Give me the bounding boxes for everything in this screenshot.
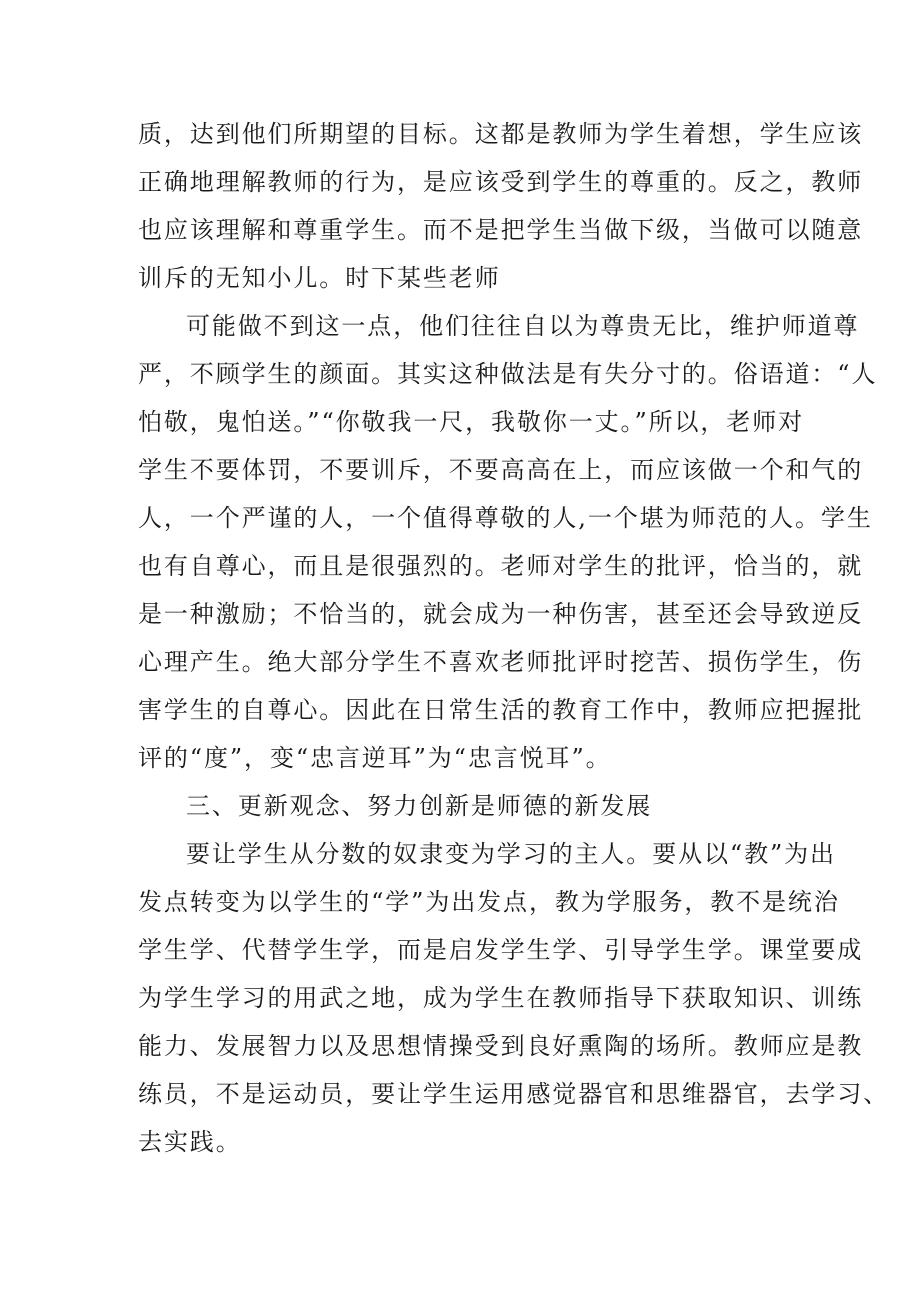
text-line: 心理产生。绝大部分学生不喜欢老师批评时挖苦、损伤学生，伤 [138, 648, 864, 676]
text-line: 练员，不是运动员，要让学生运用感觉器官和思维器官，去学习、 [138, 1080, 890, 1108]
text-line: 要让学生从分数的奴隶变为学习的主人。要从以“教”为出 [186, 840, 836, 868]
text-line: 怕敬，鬼怕送。”“你敬我一尺，我敬你一丈。”所以，老师对 [138, 408, 805, 436]
text-line: 发点转变为以学生的“学”为出发点，教为学服务，教不是统治 [138, 888, 840, 916]
text-line: 学生学、代替学生学，而是启发学生学、引导学生学。课堂要成 [138, 936, 864, 964]
text-line: 正确地理解教师的行为，是应该受到学生的尊重的。反之，教师 [138, 168, 864, 196]
text-line: 训斥的无知小儿。时下某些老师 [138, 264, 501, 292]
text-line: 质，达到他们所期望的目标。这都是教师为学生着想，学生应该 [138, 120, 864, 148]
text-line: 评的“度”，变“忠言逆耳”为“忠言悦耳”。 [138, 744, 612, 772]
text-line: 害学生的自尊心。因此在日常生活的教育工作中，教师应把握批 [138, 696, 864, 724]
text-line: 严，不顾学生的颜面。其实这种做法是有失分寸的。俗语道：“人 [138, 360, 878, 388]
text-line: 学生不要体罚，不要训斥，不要高高在上，而应该做一个和气的 [138, 456, 864, 484]
text-line: 人，一个严谨的人，一个值得尊敬的人,一个堪为师范的人。学生 [138, 504, 873, 532]
text-line: 也应该理解和尊重学生。而不是把学生当做下级，当做可以随意 [138, 216, 864, 244]
section-heading: 三、更新观念、努力创新是师德的新发展 [186, 792, 653, 820]
text-line: 可能做不到这一点，他们往往自以为尊贵无比，维护师道尊 [186, 312, 860, 340]
text-line: 也有自尊心，而且是很强烈的。老师对学生的批评，恰当的，就 [138, 552, 864, 580]
text-line: 去实践。 [138, 1128, 242, 1156]
text-line: 是一种激励；不恰当的，就会成为一种伤害，甚至还会导致逆反 [138, 600, 864, 628]
text-line: 为学生学习的用武之地，成为学生在教师指导下获取知识、训练 [138, 984, 864, 1012]
text-line: 能力、发展智力以及思想情操受到良好熏陶的场所。教师应是教 [138, 1032, 864, 1060]
